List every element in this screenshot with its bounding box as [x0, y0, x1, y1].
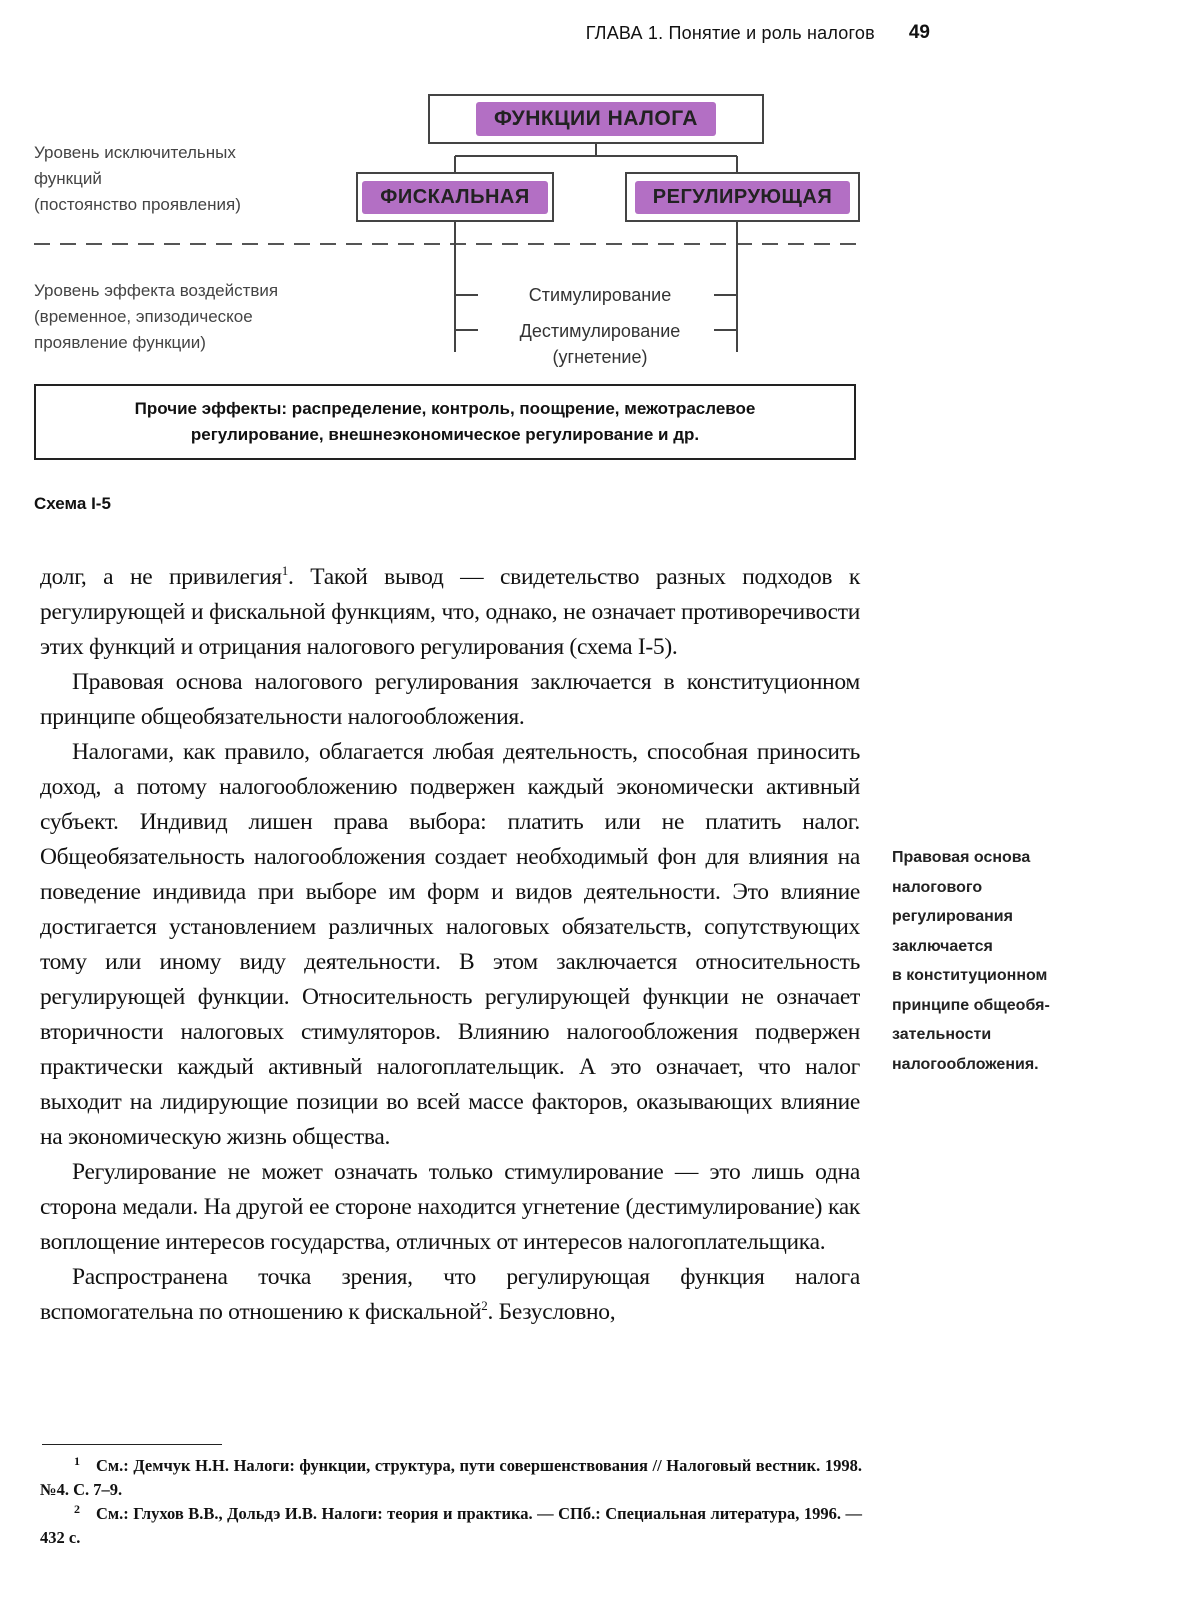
footnote-mark: 2 [74, 1501, 80, 1516]
node-fiscal-label: ФИСКАЛЬНАЯ [362, 181, 547, 214]
running-head [0, 18, 930, 48]
paragraph-3: Налогами, как правило, облагается любая деятельность, способная приносить доход, а потому налогообложению подвержен каждый экономически активный субъект. Индивид лишен права выбора: платить или не платить налог. Общеобязательность налогообложения создает необходимый фон для влияния на поведение индивида при выборе им форм и видов деятельности. Это влияние достигается установлением различных налоговых обязательств, сопутствующих тому или иному виду деятельности. В этом заключается относительность регулирующей функции. Относительность регулирующей функции не означает вторичности налоговых стимуляторов. Влиянию налогообложения подвержен практически каждый активный налогоплательщик. А это означает, что налог выходит на лидирующие позиции во всей массе факторов, оказывающих влияние на экономическую жизнь общества. [40, 739, 860, 1150]
p5-text-cont: . Безусловно, [487, 1299, 616, 1325]
node-tax-functions [428, 94, 764, 144]
other-effects-box [34, 384, 856, 460]
body-text [40, 560, 860, 1330]
node-fiscal [356, 172, 554, 222]
footnote-2 [40, 1502, 862, 1550]
effect-destimulation-line: (угнетение) [552, 347, 648, 367]
paragraph-4: Регулирование не может означать только стимулирование — это лишь одна сторона медали. На другой ее стороне находится угнетение (дестимулирование) как воплощение интересов государства, отличных от интересов налогоплательщика. [40, 1159, 860, 1255]
effect-stimulation: Стимулирование [528, 285, 672, 305]
margin-note-line: налогообложения. [892, 1055, 1039, 1073]
paragraph-2: Правовая основа налогового регулирования заключается в конституционном принципе общеобязательности налогообложения. [40, 669, 860, 730]
effect-destimulation-line: Дестимулирование [519, 321, 681, 341]
tax-functions-diagram [0, 80, 900, 490]
node-regulating [625, 172, 860, 222]
footnote-text: См.: Демчук Н.Н. Налоги: функции, структура, пути совершенствования // Налоговый вестник. 1998. №4. С. 7–9. [40, 1456, 862, 1499]
p5-text: Распространена точка зрения, что регулирующая функция налога вспомогательна по отношению к фискальной [40, 1264, 860, 1325]
margin-note-line: принципе общеобя- [892, 996, 1050, 1014]
footnote-divider [42, 1444, 222, 1445]
footnote-ref-2[interactable]: 2 [481, 1298, 488, 1314]
paragraph-1 [40, 560, 860, 665]
level1-line: (постоянство проявления) [34, 195, 241, 214]
footnote-ref-1[interactable]: 1 [281, 563, 288, 579]
margin-note [892, 843, 1097, 1079]
level2-line: проявление функции) [34, 333, 206, 352]
page-number: 49 [908, 22, 930, 43]
other-effects-line: Прочие эффекты: распределение, контроль, поощрение, межотраслевое [134, 399, 756, 418]
margin-note-line: налогового [892, 878, 983, 896]
paragraph-5 [40, 1260, 860, 1330]
other-effects-line: регулирование, внешнеэкономическое регулирование и др. [190, 425, 700, 444]
node-regulating-label: РЕГУЛИРУЮЩАЯ [635, 181, 850, 214]
margin-note-line: заключается [892, 937, 993, 955]
footnotes [40, 1454, 862, 1550]
margin-note-line: зательности [892, 1026, 992, 1043]
level-effect-label [34, 278, 354, 356]
margin-note-line: регулирования [892, 908, 1013, 925]
node-tax-functions-label: ФУНКЦИИ НАЛОГА [476, 102, 716, 136]
level1-line: Уровень исключительных [34, 143, 236, 162]
footnote-1 [40, 1454, 862, 1502]
figure-caption: Схема I-5 [34, 494, 111, 513]
margin-note-line: Правовая основа [892, 849, 1031, 866]
level2-line: Уровень эффекта воздействия [34, 281, 279, 300]
chapter-title: ГЛАВА 1. Понятие и роль налогов [585, 22, 875, 43]
p1-text: долг, а не привилегия [40, 564, 282, 590]
effect-destimulation [480, 318, 720, 370]
footnote-mark: 1 [74, 1453, 80, 1468]
level1-line: функций [34, 169, 102, 188]
level2-line: (временное, эпизодическое [34, 307, 253, 326]
margin-note-line: в конституционном [892, 967, 1048, 984]
footnote-text: См.: Глухов В.В., Дольдэ И.В. Налоги: теория и практика. — СПб.: Специальная литература, 1996. — 432 с. [40, 1504, 862, 1547]
p1-text-cont: . Такой вывод — свидетельство разных подходов к регулирующей и фискальной функциям, что, однако, не означает противоречивости этих функций и отрицания налогового регулирования (схема I-5). [40, 564, 860, 660]
level-exclusive-functions-label [34, 140, 334, 218]
